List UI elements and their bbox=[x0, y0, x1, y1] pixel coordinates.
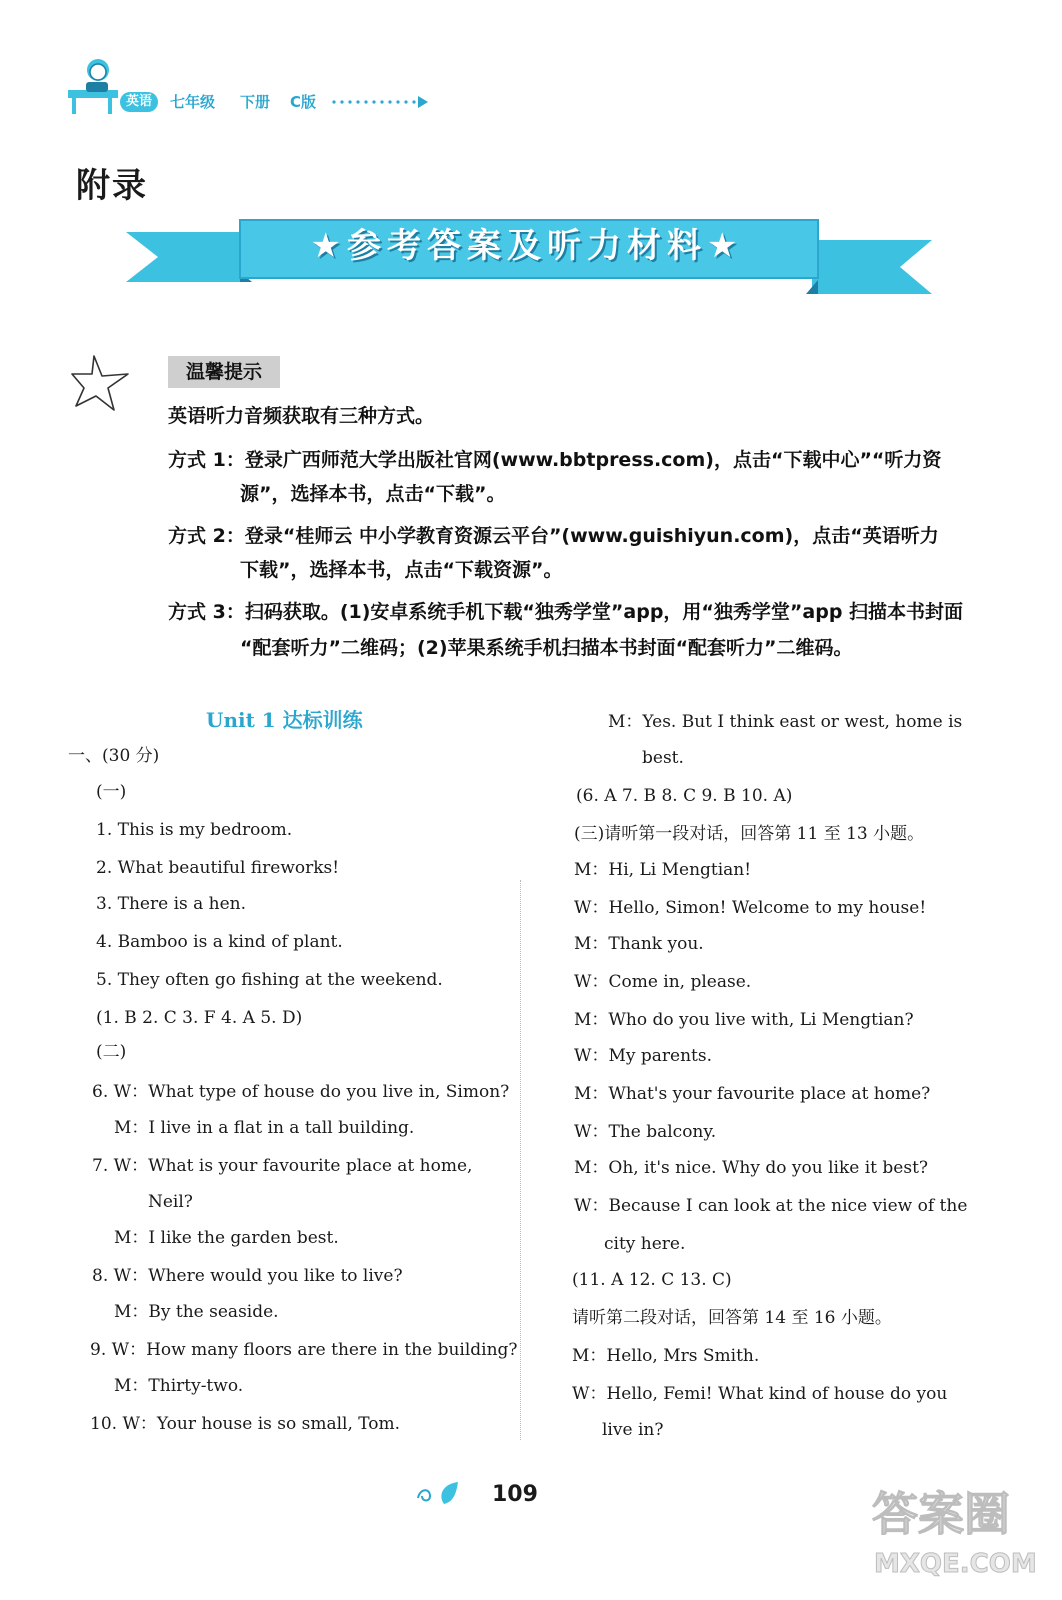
unit-title: Unit 1 达标训练 bbox=[206, 708, 363, 732]
tip-method-1: 方式 1：登录广西师范大学出版社官网(www.bbtpress.com)，点击“下载中心”“听力资 bbox=[168, 449, 942, 471]
list-item: 10. W：Your house is so small, Tom. bbox=[90, 1414, 401, 1434]
list-item: M：Hi, Li Mengtian! bbox=[574, 860, 752, 880]
list-item: 8. W：Where would you like to live? bbox=[92, 1266, 403, 1286]
section-heading: 一、(30 分) bbox=[68, 746, 160, 766]
list-item: M：Who do you live with, Li Mengtian? bbox=[574, 1010, 914, 1030]
list-item: W：Because I can look at the nice view of the bbox=[574, 1196, 968, 1216]
list-item: city here. bbox=[604, 1234, 686, 1254]
list-item: M：What's your favourite place at home? bbox=[574, 1084, 931, 1104]
list-item: M：Thank you. bbox=[574, 934, 704, 954]
list-item: W：My parents. bbox=[574, 1046, 713, 1066]
list-item: 4. Bamboo is a kind of plant. bbox=[96, 932, 343, 952]
list-item: 5. They often go fishing at the weekend. bbox=[96, 970, 443, 990]
svg-text:MXQE.COM: MXQE.COM bbox=[874, 1549, 1037, 1579]
list-item: 2. What beautiful fireworks! bbox=[96, 858, 340, 878]
list-item: 1. This is my bedroom. bbox=[96, 820, 293, 840]
subject-badge: 英语 bbox=[120, 92, 158, 112]
edition-label: C版 bbox=[290, 93, 317, 111]
tip-method-2-cont: 下载”，选择本书，点击“下载资源”。 bbox=[240, 559, 563, 581]
grade-label: 七年级 bbox=[170, 93, 216, 111]
list-item: W：Hello, Femi! What kind of house do you bbox=[572, 1384, 948, 1404]
answer-key: (6. A 7. B 8. C 9. B 10. A) bbox=[576, 786, 793, 806]
list-item: M：Hello, Mrs Smith. bbox=[572, 1346, 760, 1366]
tip-intro: 英语听力音频获取有三种方式。 bbox=[168, 405, 435, 427]
dotted-arrow-icon bbox=[330, 92, 430, 112]
list-item: Neil? bbox=[148, 1192, 193, 1212]
part-heading: (三)请听第一段对话，回答第 11 至 13 小题。 bbox=[574, 824, 925, 844]
list-item: best. bbox=[642, 748, 684, 768]
list-item: M：Thirty-two. bbox=[114, 1376, 244, 1396]
star-outline-icon bbox=[70, 352, 132, 414]
list-item: W：The balcony. bbox=[574, 1122, 717, 1142]
list-item: 9. W：How many floors are there in the building? bbox=[90, 1340, 518, 1360]
list-item: M：Yes. But I think east or west, home is bbox=[608, 712, 963, 732]
page-title: 附录 bbox=[76, 166, 148, 206]
list-item: W：Hello, Simon! Welcome to my house! bbox=[574, 898, 927, 918]
list-item: 6. W：What type of house do you live in, Simon? bbox=[92, 1082, 510, 1102]
part-heading: (一) bbox=[96, 782, 127, 802]
tip-method-1-cont: 源”，选择本书，点击“下载”。 bbox=[240, 483, 506, 505]
answer-key: (11. A 12. C 13. C) bbox=[572, 1270, 732, 1290]
tip-method-3: 方式 3：扫码获取。(1)安卓系统手机下载“独秀学堂”app，用“独秀学堂”app 扫描本书封面 bbox=[168, 601, 964, 623]
tip-label: 温馨提示 bbox=[168, 356, 280, 388]
list-item: M：By the seaside. bbox=[114, 1302, 279, 1322]
list-item: 3. There is a hen. bbox=[96, 894, 247, 914]
list-item: 7. W：What is your favourite place at home, bbox=[92, 1156, 473, 1176]
volume-label: 下册 bbox=[240, 93, 271, 111]
list-item: live in? bbox=[602, 1420, 664, 1440]
mascot-logo-icon bbox=[62, 56, 124, 118]
part-heading: (二) bbox=[96, 1042, 127, 1062]
banner-title: ★参考答案及听力材料★ bbox=[310, 226, 744, 266]
list-item: M：Oh, it's nice. Why do you like it best? bbox=[574, 1158, 929, 1178]
watermark-logo bbox=[866, 1476, 1046, 1586]
page-number: 109 bbox=[492, 1482, 538, 1507]
leaf-swirl-icon bbox=[414, 1478, 464, 1508]
part-heading: 请听第二段对话，回答第 14 至 16 小题。 bbox=[572, 1308, 892, 1328]
list-item: M：I like the garden best. bbox=[114, 1228, 339, 1248]
list-item: W：Come in, please. bbox=[574, 972, 752, 992]
svg-text:答案圈: 答案圈 bbox=[872, 1487, 1010, 1541]
answer-key: (1. B 2. C 3. F 4. A 5. D) bbox=[96, 1008, 303, 1028]
tip-method-3-cont: “配套听力”二维码；(2)苹果系统手机扫描本书封面“配套听力”二维码。 bbox=[240, 637, 853, 659]
column-divider bbox=[520, 880, 521, 1440]
list-item: M：I live in a flat in a tall building. bbox=[114, 1118, 415, 1138]
tip-method-2: 方式 2：登录“桂师云 中小学教育资源云平台”(www.guishiyun.com)，点击“英语听力 bbox=[168, 525, 939, 547]
